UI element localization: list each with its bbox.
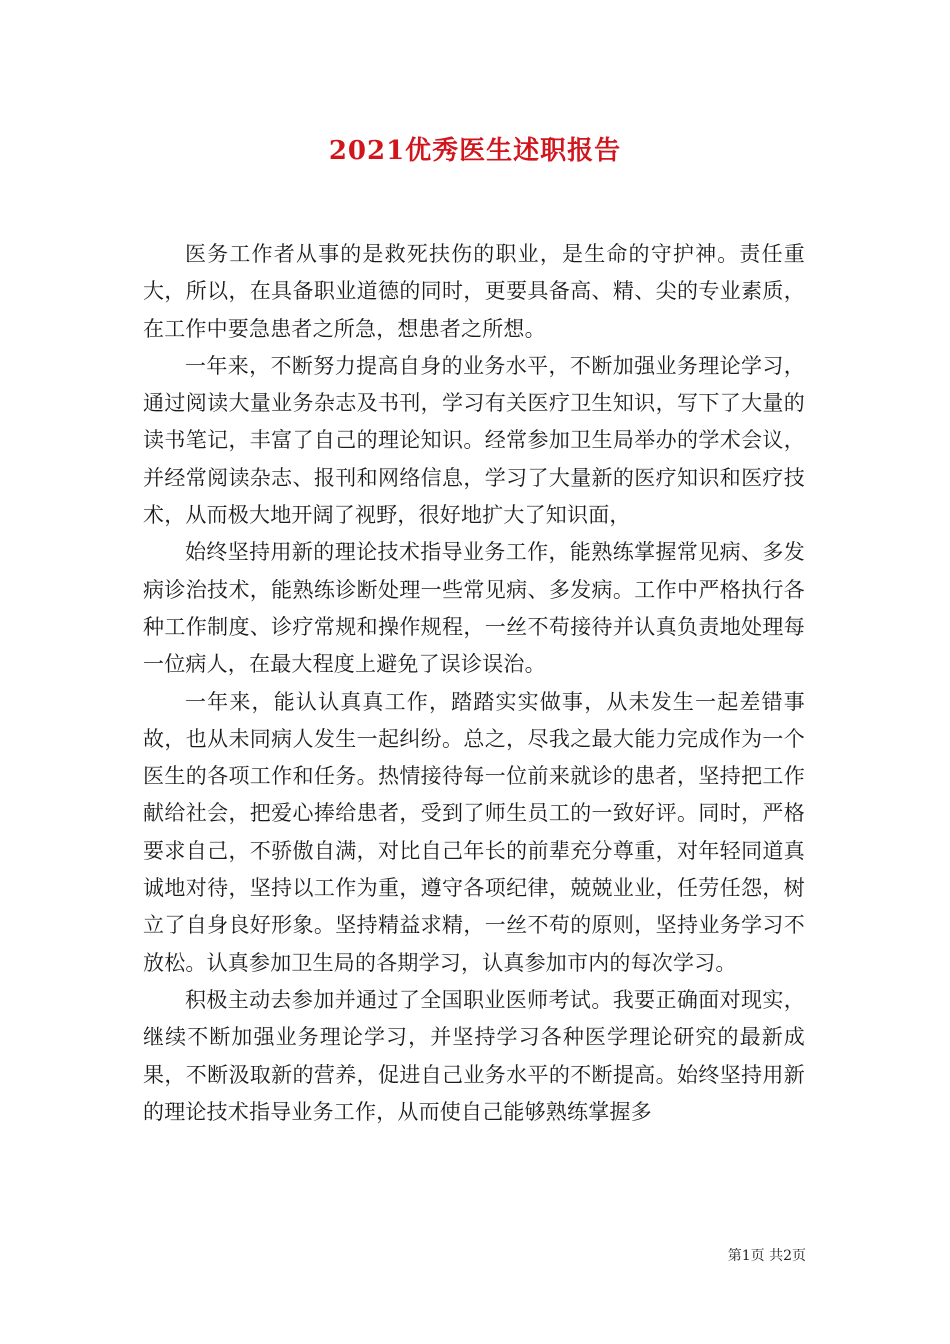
paragraph-5: 积极主动去参加并通过了全国职业医师考试。我要正确面对现实，继续不断加强业务理论学习，并坚持学习各种医学理论研究的最新成果，不断汲取新的营养，促进自己业务水平的不断提高。始终坚持用新的理论技术指导业务工作，从而使自己能够熟练掌握多 [143, 987, 805, 1124]
paragraph-2: 一年来，不断努力提高自身的业务水平，不断加强业务理论学习，通过阅读大量业务杂志及书刊，学习有关医疗卫生知识，写下了大量的读书笔记，丰富了自己的理论知识。经常参加卫生局举办的学术会议，并经常阅读杂志、报刊和网络信息，学习了大量新的医疗知识和医疗技术，从而极大地开阔了视野，很好地扩大了知识面， [143, 353, 805, 528]
document-body [143, 236, 805, 1131]
page-number-footer: 第1页 共2页 [727, 1248, 806, 1264]
paragraph-4: 一年来，能认认真真工作，踏踏实实做事，从未发生一起差错事故，也从未同病人发生一起纠纷。总之，尽我之最大能力完成作为一个医生的各项工作和任务。热情接待每一位前来就诊的患者，坚持把工作献给社会，把爱心捧给患者，受到了师生员工的一致好评。同时，严格要求自己，不骄傲自满，对比自己年长的前辈充分尊重，对年轻同道真诚地对待，坚持以工作为重，遵守各项纪律，兢兢业业，任劳任怨，树立了自身良好形象。坚持精益求精，一丝不苟的原则，坚持业务学习不放松。认真参加卫生局的各期学习，认真参加市内的每次学习。 [143, 689, 805, 975]
paragraph-1: 医务工作者从事的是救死扶伤的职业，是生命的守护神。责任重大，所以，在具备职业道德的同时，更要具备高、精、尖的专业素质，在工作中要急患者之所急，想患者之所想。 [143, 242, 805, 341]
paragraph-3: 始终坚持用新的理论技术指导业务工作，能熟练掌握常见病、多发病诊治技术，能熟练诊断处理一些常见病、多发病。工作中严格执行各种工作制度、诊疗常规和操作规程，一丝不苟接待并认真负责地处理每一位病人，在最大程度上避免了误诊误治。 [143, 540, 805, 677]
document-title: 2021优秀医生述职报告 [328, 136, 622, 166]
